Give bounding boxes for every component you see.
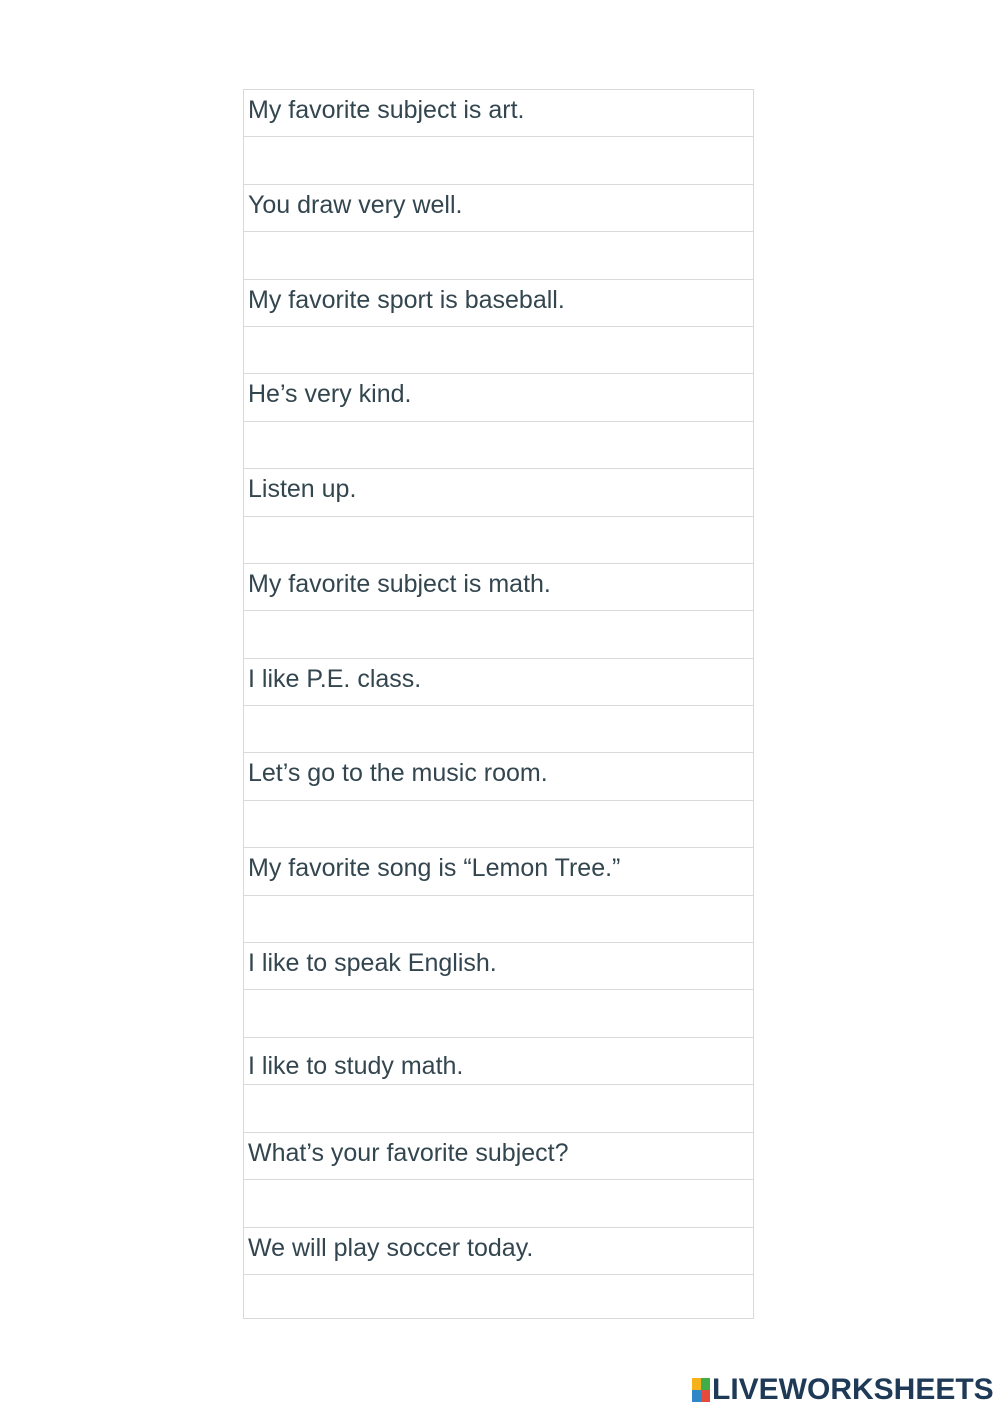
sentence-text: My favorite subject is art. xyxy=(248,96,525,124)
answer-row[interactable] xyxy=(244,990,753,1038)
sentence-text: Listen up. xyxy=(248,475,357,504)
sentence-row xyxy=(244,848,753,895)
sentence-row xyxy=(244,564,753,611)
answer-row[interactable] xyxy=(244,137,753,184)
sentence-text: We will play soccer today. xyxy=(248,1233,534,1262)
logo-text: LIVEWORKSHEETS xyxy=(712,1373,994,1406)
sentence-row xyxy=(244,943,753,990)
sentence-text: My favorite sport is baseball. xyxy=(248,285,565,314)
sentence-text: My favorite song is “Lemon Tree.” xyxy=(248,854,621,883)
sentence-row xyxy=(244,90,753,137)
answer-row[interactable] xyxy=(244,801,753,848)
answer-row[interactable] xyxy=(244,1180,753,1227)
sentence-text: My favorite subject is math. xyxy=(248,569,551,598)
sentence-row xyxy=(244,185,753,232)
sentence-row xyxy=(244,659,753,706)
sentence-row xyxy=(244,1038,753,1085)
sentence-row xyxy=(244,1228,753,1275)
answer-row[interactable] xyxy=(244,896,753,943)
worksheet-table xyxy=(243,89,754,1319)
logo-mark-icon xyxy=(692,1378,710,1402)
sentence-row xyxy=(244,753,753,800)
sentence-text: Let’s go to the music room. xyxy=(248,759,548,788)
answer-row[interactable] xyxy=(244,1275,753,1318)
liveworksheets-logo xyxy=(692,1374,994,1406)
answer-row[interactable] xyxy=(244,327,753,374)
sentence-row xyxy=(244,374,753,421)
answer-row[interactable] xyxy=(244,422,753,469)
sentence-row xyxy=(244,280,753,327)
sentence-text: What’s your favorite subject? xyxy=(248,1138,569,1167)
answer-row[interactable] xyxy=(244,611,753,658)
sentence-text: I like to speak English. xyxy=(248,949,497,978)
answer-row[interactable] xyxy=(244,232,753,279)
sentence-text: I like to study math. xyxy=(248,1052,464,1081)
answer-row[interactable] xyxy=(244,706,753,753)
sentence-row xyxy=(244,469,753,516)
answer-row[interactable] xyxy=(244,1085,753,1132)
sentence-row xyxy=(244,1133,753,1180)
sentence-text: I like P.E. class. xyxy=(248,664,422,693)
sentence-text: You draw very well. xyxy=(248,190,463,219)
answer-row[interactable] xyxy=(244,517,753,564)
sentence-text: He’s very kind. xyxy=(248,380,412,409)
